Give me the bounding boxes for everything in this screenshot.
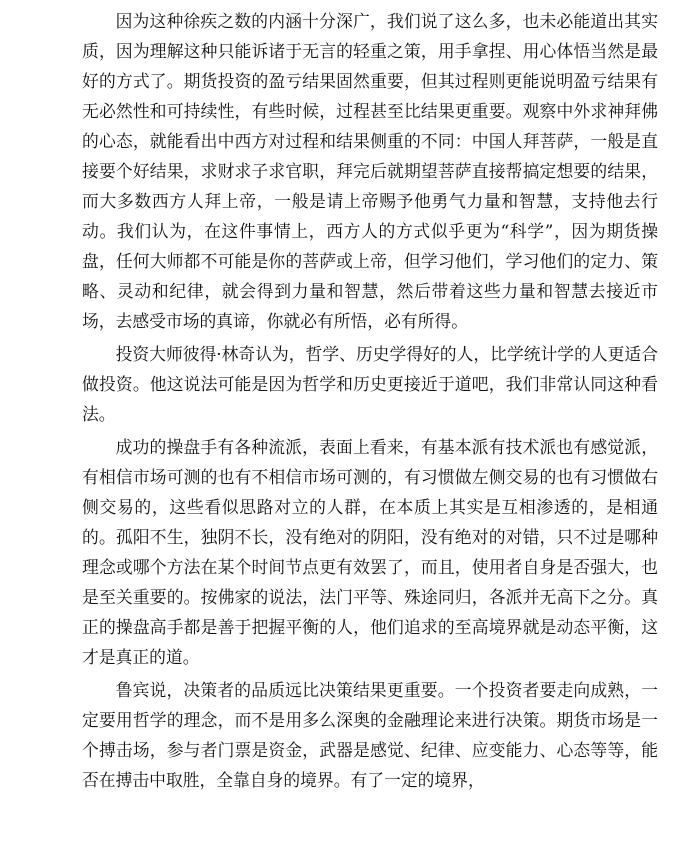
paragraph-rubin: 鲁宾说，决策者的品质远比决策结果更重要。一个投资者要走向成熟，一定要用哲学的理念，而不是用多么深奥的金融理论来进行决策。期货市场是一个搏击场，参与者门票是资金，武器是感觉、纪律、应变能力、心态等等，能否在搏击中取胜，全靠自身的境界。有了一定的境界， bbox=[82, 680, 658, 790]
body-text bbox=[82, 6, 658, 795]
paragraph-trading-schools: 成功的操盘手有各种流派，表面上看来，有基本派有技术派也有感觉派，有相信市场可测的也有不相信市场可测的，有习惯做左侧交易的也有习惯做右侧交易的，这些看似思路对立的人群，在本质上其实是互相渗透的，是相通的。孤阳不生，独阴不长，没有绝对的阴阳，没有绝对的对错，只不过是哪种理念或哪个方法在某个时间节点更有效罢了，而且，使用者自身是否强大，也是至关重要的。按佛家的说法，法门平等、殊途同归，各派并无高下之分。真正的操盘高手都是善于把握平衡的人，他们追求的至高境界就是动态平衡，这才是真正的道。 bbox=[82, 437, 658, 667]
paragraph-peter-lynch: 投资大师彼得·林奇认为，哲学、历史学得好的人，比学统计学的人更适合做投资。他这说法可能是因为哲学和历史更接近于道吧，我们非常认同这种看法。 bbox=[82, 344, 658, 424]
paragraph-process-vs-result: 因为这种徐疾之数的内涵十分深广，我们说了这么多，也未必能道出其实质，因为理解这种只能诉诸于无言的轻重之策，用手拿捏、用心体悟当然是最好的方式了。期货投资的盈亏结果固然重要，但其过程则更能说明盈亏结果有无必然性和可持续性，有些时候，过程甚至比结果更重要。观察中外求神拜佛的心态，就能看出中西方对过程和结果侧重的不同：中国人拜菩萨，一般是直接要个好结果，求财求子求官职，拜完后就期望菩萨直接帮搞定想要的结果，而大多数西方人拜上帝，一般是请上帝赐予他勇气力量和智慧，支持他去行动。我们认为，在这件事情上，西方人的方式似乎更为“科学”，因为期货操盘，任何大师都不可能是你的菩萨或上帝，但学习他们，学习他们的定力、策略、灵动和纪律，就会得到力量和智慧，然后带着这些力量和智慧去接近市场，去感受市场的真谛，你就必有所悟，必有所得。 bbox=[82, 11, 658, 331]
